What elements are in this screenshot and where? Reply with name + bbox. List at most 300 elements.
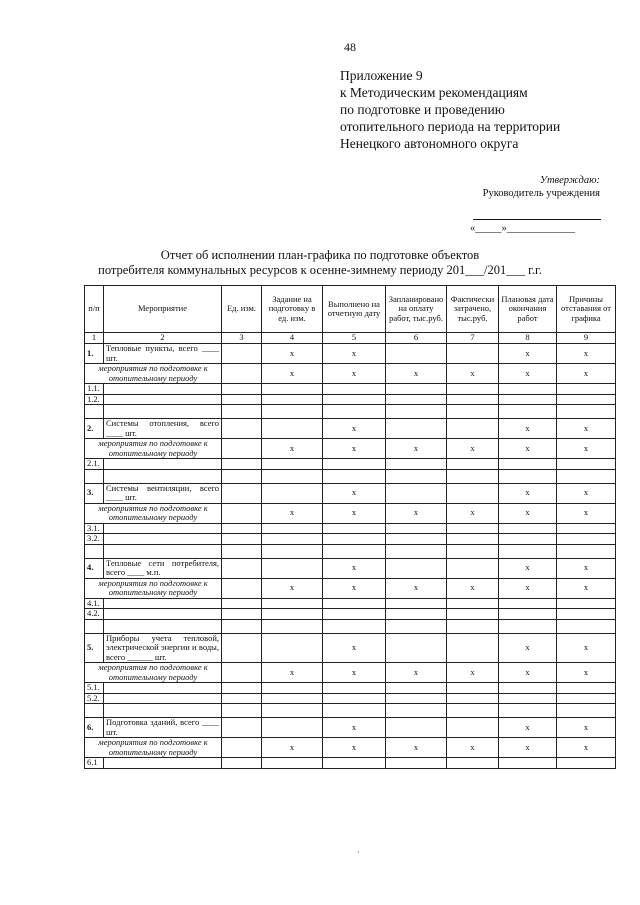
empty-cell xyxy=(557,609,616,620)
empty-cell xyxy=(104,758,222,769)
empty-cell xyxy=(222,364,262,384)
empty-cell xyxy=(262,558,323,578)
sub-number: 2.1. xyxy=(85,459,104,470)
mark-cell: х xyxy=(499,419,557,439)
mark-cell: х xyxy=(323,738,386,758)
empty-cell xyxy=(85,405,104,419)
section-number: 6. xyxy=(85,718,104,738)
section-title: Системы вентиляции, всего ____ шт. xyxy=(104,483,222,503)
approval-label: Утверждаю: xyxy=(539,175,600,186)
empty-cell xyxy=(85,544,104,558)
empty-cell xyxy=(557,544,616,558)
mark-cell: х xyxy=(386,439,447,459)
mark-cell: х xyxy=(323,503,386,523)
empty-cell xyxy=(222,683,262,694)
spacer-row xyxy=(85,704,616,718)
mark-cell: х xyxy=(557,364,616,384)
mark-cell: х xyxy=(262,663,323,683)
mark-cell: х xyxy=(499,558,557,578)
activities-row xyxy=(85,364,616,384)
section-title: Приборы учета тепловой, электрической энергии и воды, всего ______ шт. xyxy=(104,633,222,663)
empty-cell xyxy=(557,394,616,405)
column-number: 8 xyxy=(499,333,557,344)
empty-cell xyxy=(447,633,499,663)
empty-cell xyxy=(447,523,499,534)
mark-cell: х xyxy=(323,483,386,503)
mark-cell: х xyxy=(447,738,499,758)
empty-cell xyxy=(222,619,262,633)
mark-cell: х xyxy=(262,439,323,459)
empty-cell xyxy=(499,394,557,405)
empty-cell xyxy=(499,405,557,419)
empty-cell xyxy=(386,693,447,704)
empty-cell xyxy=(557,598,616,609)
sub-row xyxy=(85,758,616,769)
mark-cell: х xyxy=(499,483,557,503)
empty-cell xyxy=(499,469,557,483)
header-cell: Фактически затрачено, тыс.руб. xyxy=(447,286,499,333)
mark-cell: х xyxy=(557,503,616,523)
empty-cell xyxy=(499,544,557,558)
mark-cell: х xyxy=(323,439,386,459)
empty-cell xyxy=(447,758,499,769)
empty-cell xyxy=(85,704,104,718)
empty-cell xyxy=(222,544,262,558)
empty-cell xyxy=(499,523,557,534)
mark-cell: х xyxy=(447,364,499,384)
empty-cell xyxy=(262,534,323,545)
empty-cell xyxy=(222,578,262,598)
section-row xyxy=(85,483,616,503)
empty-cell xyxy=(386,384,447,395)
empty-cell xyxy=(222,718,262,738)
mark-cell: х xyxy=(447,663,499,683)
empty-cell xyxy=(104,609,222,620)
spacer-row xyxy=(85,544,616,558)
spacer-row xyxy=(85,619,616,633)
empty-cell xyxy=(557,704,616,718)
column-number-row xyxy=(85,333,616,344)
empty-cell xyxy=(323,619,386,633)
activities-label: мероприятия по подготовке к отопительному периоду xyxy=(85,503,222,523)
header-cell: Запланировано на оплату работ, тыс.руб. xyxy=(386,286,447,333)
empty-cell xyxy=(386,718,447,738)
sub-row xyxy=(85,609,616,620)
mark-cell: х xyxy=(499,718,557,738)
header-cell: Выполнено на отчетную дату xyxy=(323,286,386,333)
empty-cell xyxy=(386,544,447,558)
sub-row xyxy=(85,394,616,405)
plan-table xyxy=(84,285,616,769)
empty-cell xyxy=(386,619,447,633)
empty-cell xyxy=(557,384,616,395)
sub-row xyxy=(85,459,616,470)
mark-cell: х xyxy=(386,578,447,598)
column-number: 2 xyxy=(104,333,222,344)
mark-cell: х xyxy=(499,439,557,459)
empty-cell xyxy=(386,405,447,419)
empty-cell xyxy=(262,704,323,718)
appendix-line: отопительного периода на территории xyxy=(340,119,561,134)
mark-cell: х xyxy=(386,503,447,523)
section-row xyxy=(85,419,616,439)
empty-cell xyxy=(104,683,222,694)
empty-cell xyxy=(104,704,222,718)
mark-cell: х xyxy=(557,718,616,738)
activities-row xyxy=(85,578,616,598)
column-number: 9 xyxy=(557,333,616,344)
sub-number: 3.2. xyxy=(85,534,104,545)
empty-cell xyxy=(222,469,262,483)
mark-cell: х xyxy=(323,633,386,663)
empty-cell xyxy=(447,718,499,738)
empty-cell xyxy=(262,419,323,439)
mark-cell: х xyxy=(447,503,499,523)
empty-cell xyxy=(557,523,616,534)
mark-cell: х xyxy=(262,578,323,598)
empty-cell xyxy=(499,758,557,769)
section-number: 2. xyxy=(85,419,104,439)
mark-cell: х xyxy=(323,419,386,439)
mark-cell: х xyxy=(557,738,616,758)
empty-cell xyxy=(447,598,499,609)
empty-cell xyxy=(557,683,616,694)
empty-cell xyxy=(262,523,323,534)
empty-cell xyxy=(85,619,104,633)
empty-cell xyxy=(386,344,447,364)
mark-cell: х xyxy=(557,344,616,364)
appendix-header xyxy=(340,67,560,152)
empty-cell xyxy=(386,704,447,718)
empty-cell xyxy=(386,598,447,609)
empty-cell xyxy=(323,758,386,769)
empty-cell xyxy=(262,598,323,609)
empty-cell xyxy=(222,419,262,439)
empty-cell xyxy=(222,738,262,758)
sub-number: 6.1 xyxy=(85,758,104,769)
empty-cell xyxy=(222,405,262,419)
mark-cell: х xyxy=(323,558,386,578)
sub-row xyxy=(85,693,616,704)
section-title: Системы отопления, всего ____ шт. xyxy=(104,419,222,439)
empty-cell xyxy=(262,405,323,419)
empty-cell xyxy=(323,534,386,545)
plan-table-body xyxy=(85,286,616,769)
mark-cell: х xyxy=(386,663,447,683)
sub-number: 4.2. xyxy=(85,609,104,620)
mark-cell: х xyxy=(557,558,616,578)
empty-cell xyxy=(499,704,557,718)
activities-row xyxy=(85,738,616,758)
empty-cell xyxy=(323,405,386,419)
mark-cell: х xyxy=(386,738,447,758)
approval-role: Руководитель учреждения xyxy=(482,188,600,199)
empty-cell xyxy=(386,483,447,503)
mark-cell: х xyxy=(557,578,616,598)
empty-cell xyxy=(447,534,499,545)
mark-cell: х xyxy=(499,738,557,758)
column-number: 3 xyxy=(222,333,262,344)
empty-cell xyxy=(323,469,386,483)
empty-cell xyxy=(499,609,557,620)
mark-cell: х xyxy=(323,364,386,384)
empty-cell xyxy=(262,633,323,663)
mark-cell: х xyxy=(447,578,499,598)
section-row xyxy=(85,633,616,663)
mark-cell: х xyxy=(557,633,616,663)
sub-row xyxy=(85,534,616,545)
scan-dot: · xyxy=(357,848,360,857)
section-number: 5. xyxy=(85,633,104,663)
empty-cell xyxy=(386,419,447,439)
sub-number: 1.2. xyxy=(85,394,104,405)
approval-block xyxy=(483,174,600,200)
section-title: Тепловые сети потребителя, всего ____ м.п. xyxy=(104,558,222,578)
empty-cell xyxy=(222,704,262,718)
report-title-line1: Отчет об исполнении план-графика по подготовке объектов xyxy=(160,248,480,262)
empty-cell xyxy=(104,534,222,545)
empty-cell xyxy=(447,693,499,704)
column-number: 1 xyxy=(85,333,104,344)
sub-number: 1.1. xyxy=(85,384,104,395)
empty-cell xyxy=(104,523,222,534)
empty-cell xyxy=(499,598,557,609)
empty-cell xyxy=(386,683,447,694)
empty-cell xyxy=(557,619,616,633)
empty-cell xyxy=(557,469,616,483)
empty-cell xyxy=(104,693,222,704)
empty-cell xyxy=(447,384,499,395)
empty-cell xyxy=(262,544,323,558)
empty-cell xyxy=(447,558,499,578)
mark-cell: х xyxy=(499,364,557,384)
empty-cell xyxy=(447,469,499,483)
empty-cell xyxy=(262,619,323,633)
empty-cell xyxy=(386,394,447,405)
empty-cell xyxy=(386,469,447,483)
empty-cell xyxy=(499,534,557,545)
empty-cell xyxy=(499,619,557,633)
empty-cell xyxy=(262,469,323,483)
mark-cell: х xyxy=(557,439,616,459)
report-title xyxy=(40,248,600,278)
empty-cell xyxy=(386,558,447,578)
empty-cell xyxy=(262,683,323,694)
sub-row xyxy=(85,523,616,534)
mark-cell: х xyxy=(386,364,447,384)
header-cell: Причины отставания от графика xyxy=(557,286,616,333)
empty-cell xyxy=(447,609,499,620)
empty-cell xyxy=(262,693,323,704)
empty-cell xyxy=(386,534,447,545)
empty-cell xyxy=(104,394,222,405)
empty-cell xyxy=(386,758,447,769)
empty-cell xyxy=(323,384,386,395)
empty-cell xyxy=(222,523,262,534)
sub-number: 3.1. xyxy=(85,523,104,534)
section-row xyxy=(85,718,616,738)
empty-cell xyxy=(557,534,616,545)
empty-cell xyxy=(447,704,499,718)
column-number: 7 xyxy=(447,333,499,344)
mark-cell: х xyxy=(447,439,499,459)
column-number: 4 xyxy=(262,333,323,344)
column-number: 6 xyxy=(386,333,447,344)
mark-cell: х xyxy=(262,344,323,364)
empty-cell xyxy=(499,459,557,470)
empty-cell xyxy=(386,609,447,620)
empty-cell xyxy=(323,459,386,470)
empty-cell xyxy=(499,384,557,395)
header-cell: п/п xyxy=(85,286,104,333)
activities-label: мероприятия по подготовке к отопительному периоду xyxy=(85,439,222,459)
spacer-row xyxy=(85,405,616,419)
empty-cell xyxy=(222,534,262,545)
header-cell: Ед. изм. xyxy=(222,286,262,333)
empty-cell xyxy=(222,439,262,459)
section-number: 4. xyxy=(85,558,104,578)
table-header-row xyxy=(85,286,616,333)
empty-cell xyxy=(262,718,323,738)
mark-cell: х xyxy=(499,578,557,598)
empty-cell xyxy=(323,609,386,620)
empty-cell xyxy=(262,483,323,503)
activities-label: мероприятия по подготовке к отопительному периоду xyxy=(85,663,222,683)
empty-cell xyxy=(222,384,262,395)
empty-cell xyxy=(262,394,323,405)
mark-cell: х xyxy=(557,483,616,503)
mark-cell: х xyxy=(323,663,386,683)
empty-cell xyxy=(499,683,557,694)
mark-cell: х xyxy=(499,503,557,523)
empty-cell xyxy=(323,394,386,405)
empty-cell xyxy=(386,523,447,534)
sub-row xyxy=(85,598,616,609)
appendix-line: по подготовке и проведению xyxy=(340,102,505,117)
mark-cell: х xyxy=(323,344,386,364)
empty-cell xyxy=(262,384,323,395)
empty-cell xyxy=(323,544,386,558)
section-title: Подготовка зданий, всего ____ шт. xyxy=(104,718,222,738)
empty-cell xyxy=(222,459,262,470)
empty-cell xyxy=(222,558,262,578)
section-row xyxy=(85,558,616,578)
column-number: 5 xyxy=(323,333,386,344)
section-title: Тепловые пункты, всего ____ шт. xyxy=(104,344,222,364)
empty-cell xyxy=(85,469,104,483)
appendix-line: Ненецкого автономного округа xyxy=(340,136,519,151)
empty-cell xyxy=(104,459,222,470)
empty-cell xyxy=(222,609,262,620)
section-number: 3. xyxy=(85,483,104,503)
empty-cell xyxy=(323,693,386,704)
activities-row xyxy=(85,663,616,683)
empty-cell xyxy=(557,459,616,470)
empty-cell xyxy=(447,459,499,470)
appendix-line: Приложение 9 xyxy=(340,68,423,83)
mark-cell: х xyxy=(323,718,386,738)
empty-cell xyxy=(447,419,499,439)
header-cell: Задание на подготовку в ед. изм. xyxy=(262,286,323,333)
header-cell: Мероприятие xyxy=(104,286,222,333)
page-number: 48 xyxy=(344,40,356,54)
sub-number: 5.2. xyxy=(85,693,104,704)
mark-cell: х xyxy=(323,578,386,598)
empty-cell xyxy=(222,758,262,769)
signature-line xyxy=(473,219,601,220)
empty-cell xyxy=(447,394,499,405)
section-row xyxy=(85,344,616,364)
empty-cell xyxy=(222,344,262,364)
empty-cell xyxy=(222,598,262,609)
activities-label: мероприятия по подготовке к отопительному периоду xyxy=(85,364,222,384)
empty-cell xyxy=(222,693,262,704)
mark-cell: х xyxy=(557,663,616,683)
empty-cell xyxy=(447,544,499,558)
empty-cell xyxy=(323,523,386,534)
mark-cell: х xyxy=(499,663,557,683)
mark-cell: х xyxy=(499,344,557,364)
empty-cell xyxy=(222,394,262,405)
activities-label: мероприятия по подготовке к отопительному периоду xyxy=(85,738,222,758)
empty-cell xyxy=(323,704,386,718)
mark-cell: х xyxy=(262,364,323,384)
mark-cell: х xyxy=(557,419,616,439)
empty-cell xyxy=(104,405,222,419)
empty-cell xyxy=(262,609,323,620)
empty-cell xyxy=(386,459,447,470)
empty-cell xyxy=(104,469,222,483)
empty-cell xyxy=(386,633,447,663)
empty-cell xyxy=(447,683,499,694)
empty-cell xyxy=(104,544,222,558)
mark-cell: х xyxy=(262,503,323,523)
header-cell: Плановая дата окончания работ xyxy=(499,286,557,333)
empty-cell xyxy=(323,598,386,609)
empty-cell xyxy=(262,758,323,769)
empty-cell xyxy=(222,633,262,663)
spacer-row xyxy=(85,469,616,483)
sub-number: 4.1. xyxy=(85,598,104,609)
empty-cell xyxy=(104,619,222,633)
empty-cell xyxy=(323,683,386,694)
sub-row xyxy=(85,384,616,395)
empty-cell xyxy=(557,758,616,769)
activities-label: мероприятия по подготовке к отопительному периоду xyxy=(85,578,222,598)
activities-row xyxy=(85,439,616,459)
empty-cell xyxy=(222,483,262,503)
empty-cell xyxy=(262,459,323,470)
empty-cell xyxy=(104,598,222,609)
activities-row xyxy=(85,503,616,523)
empty-cell xyxy=(104,384,222,395)
empty-cell xyxy=(557,693,616,704)
sub-number: 5.1. xyxy=(85,683,104,694)
section-number: 1. xyxy=(85,344,104,364)
empty-cell xyxy=(499,693,557,704)
empty-cell xyxy=(222,663,262,683)
report-title-line2: потребителя коммунальных ресурсов к осенне-зимнему периоду 201___/201___ г.г. xyxy=(98,263,542,277)
empty-cell xyxy=(557,405,616,419)
mark-cell: х xyxy=(262,738,323,758)
empty-cell xyxy=(222,503,262,523)
sub-row xyxy=(85,683,616,694)
approval-date-line: «_____»_____________ xyxy=(470,223,575,234)
empty-cell xyxy=(447,405,499,419)
appendix-line: к Методическим рекомендациям xyxy=(340,85,528,100)
empty-cell xyxy=(447,483,499,503)
mark-cell: х xyxy=(499,633,557,663)
